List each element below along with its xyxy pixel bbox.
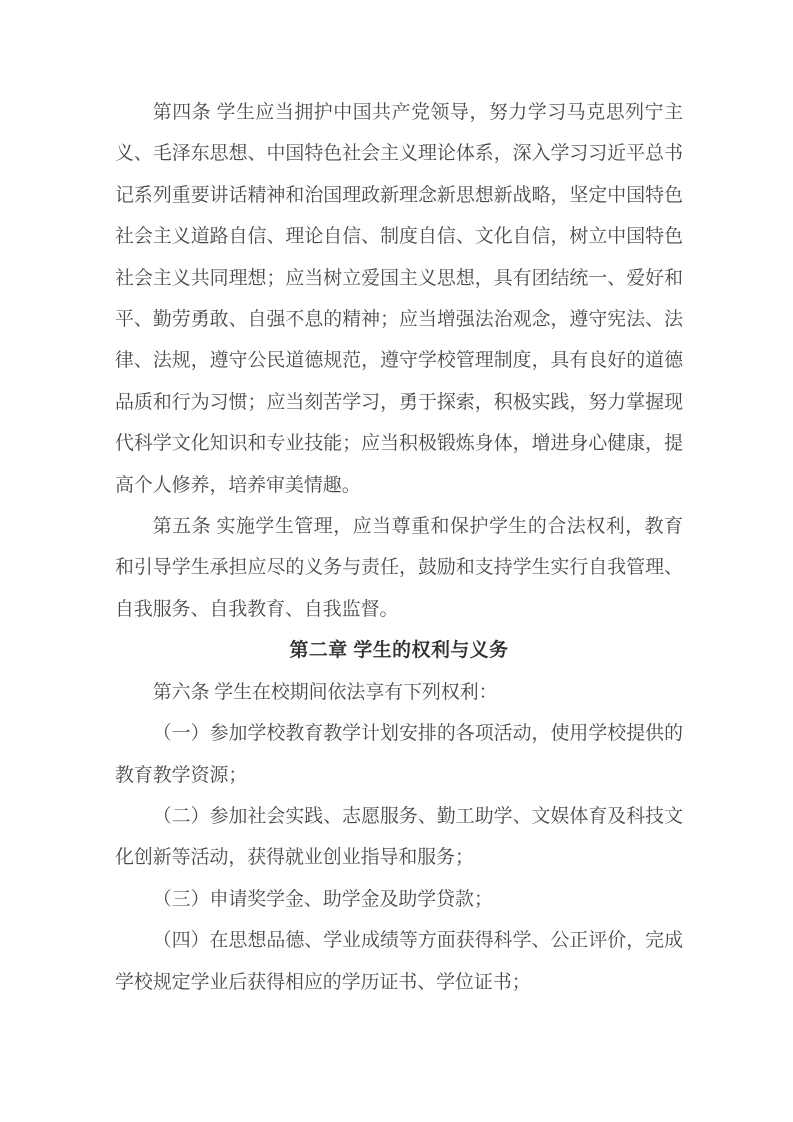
article-6-item-2: （二）参加社会实践、志愿服务、勤工助学、文娱体育及科技文化创新等活动，获得就业创业指导和服务； [115, 805, 683, 869]
article-6: 第六条 学生在校期间依法享有下列权利： [152, 681, 498, 703]
article-6-item-1: （一）参加学校教育教学计划安排的各项活动，使用学校提供的教育教学资源； [115, 723, 683, 786]
article-4: 第四条 学生应当拥护中国共产党领导，努力学习马克思列宁主义、毛泽东思想、中国特色社会主义理论体系，深入学习习近平总书记系列重要讲话精神和治国理政新理念新思想新战略，坚定中国特色社会主义道路自信、理论自信、制度自信、文化自信，树立中国特色社会主义共同理想；应当树立爱国主义思想，具有团结统一、爱好和平、勤劳勇敢、自强不息的精神；应当增强法治观念，遵守宪法、法律、法规，遵守公民道德规范，遵守学校管理制度，具有良好的道德品质和行为习惯；应当刻苦学习，勇于探索，积极实践，努力掌握现代科学文化知识和专业技能；应当积极锻炼身体，增进身心健康，提高个人修养，培养审美情趣。 [115, 102, 683, 496]
article-6-item-4: （四）在思想品德、学业成绩等方面获得科学、公正评价，完成学校规定学业后获得相应的学历证书、学位证书； [115, 930, 683, 993]
article-5: 第五条 实施学生管理，应当尊重和保护学生的合法权利，教育和引导学生承担应尽的义务与责任，鼓励和支持学生实行自我管理、自我服务、自我教育、自我监督。 [115, 516, 683, 620]
chapter-2-heading: 第二章 学生的权利与义务 [289, 640, 509, 662]
article-6-item-3: （三）申请奖学金、助学金及助学贷款； [152, 888, 493, 910]
document-body [115, 92, 683, 1003]
